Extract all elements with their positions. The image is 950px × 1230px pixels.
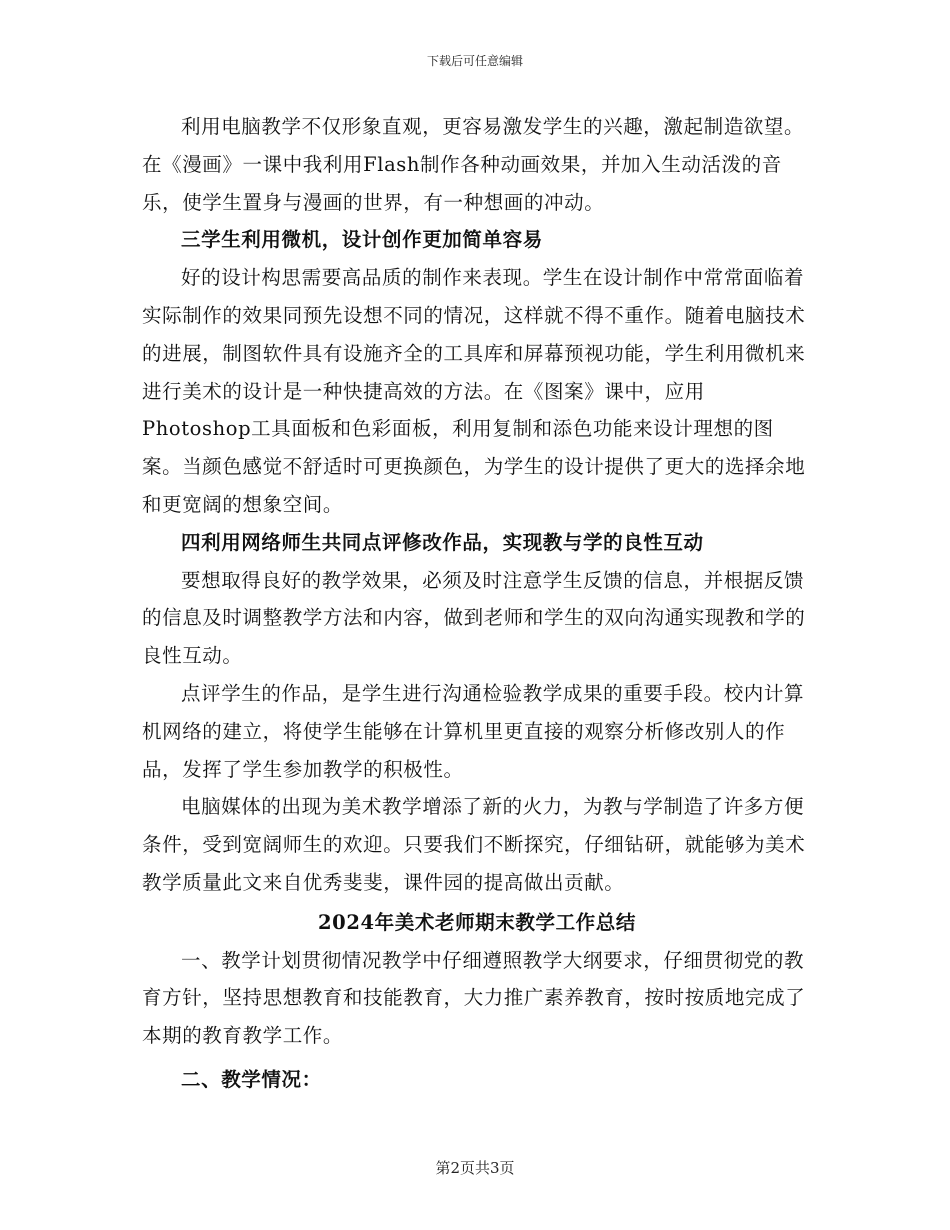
body-paragraph: 利用电脑教学不仅形象直观，更容易激发学生的兴趣，激起制造欲望。在《漫画》一课中我利用Flash制作各种动画效果，并加入生动活泼的音乐，使学生置身与漫画的世界，有一种想画的冲动。 [142, 115, 805, 214]
body-paragraph: 电脑媒体的出现为美术教学增添了新的火力，为教与学制造了许多方便条件，受到宽阔师生的欢迎。只要我们不断探究，仔细钻研，就能够为美术教学质量此文来自优秀斐斐，课件园的提高做出贡献。 [142, 795, 806, 894]
section-heading: 三学生利用微机，设计创作更加简单容易 [181, 228, 543, 252]
section-subheading: 二、教学情况： [181, 1067, 322, 1091]
page-footer: 第2页共3页 [435, 1159, 515, 1177]
body-paragraph: 要想取得良好的教学效果，必须及时注意学生反馈的信息，并根据反馈的信息及时调整教学方法和内容，做到老师和学生的双向沟通实现教和学的良性互动。 [142, 568, 806, 668]
section-heading: 四利用网络师生共同点评修改作品，实现教与学的良性互动 [181, 530, 704, 554]
body-paragraph: 好的设计构思需要高品质的制作来表现。学生在设计制作中常常面临着实际制作的效果同预先设想不同的情况，这样就不得不重作。随着电脑技术的进展，制图软件具有设施齐全的工具库和屏幕预视功能，学生利用微机来进行美术的设计是一种快捷高效的方法。在《图案》课中，应用Photoshop工具面板和色彩面板，利用复制和添色功能来设计理想的图案。当颜色感觉不舒适时可更换颜色，为学生的设计提供了更大的选择余地和更宽阔的想象空间。 [142, 266, 806, 516]
body-paragraph: 一、教学计划贯彻情况教学中仔细遵照教学大纲要求，仔细贯彻党的教育方针，坚持思想教育和技能教育，大力推广素养教育，按时按质地完成了本期的教育教学工作。 [142, 948, 806, 1048]
body-paragraph: 点评学生的作品，是学生进行沟通检验教学成果的重要手段。校内计算机网络的建立，将使学生能够在计算机里更直接的观察分析修改别人的作品，发挥了学生参加教学的积极性。 [142, 681, 805, 781]
document-body [142, 108, 812, 1099]
document-title: 2024年美术老师期末教学工作总结 [318, 910, 636, 934]
page-header: 下载后可任意编辑 [426, 54, 523, 68]
